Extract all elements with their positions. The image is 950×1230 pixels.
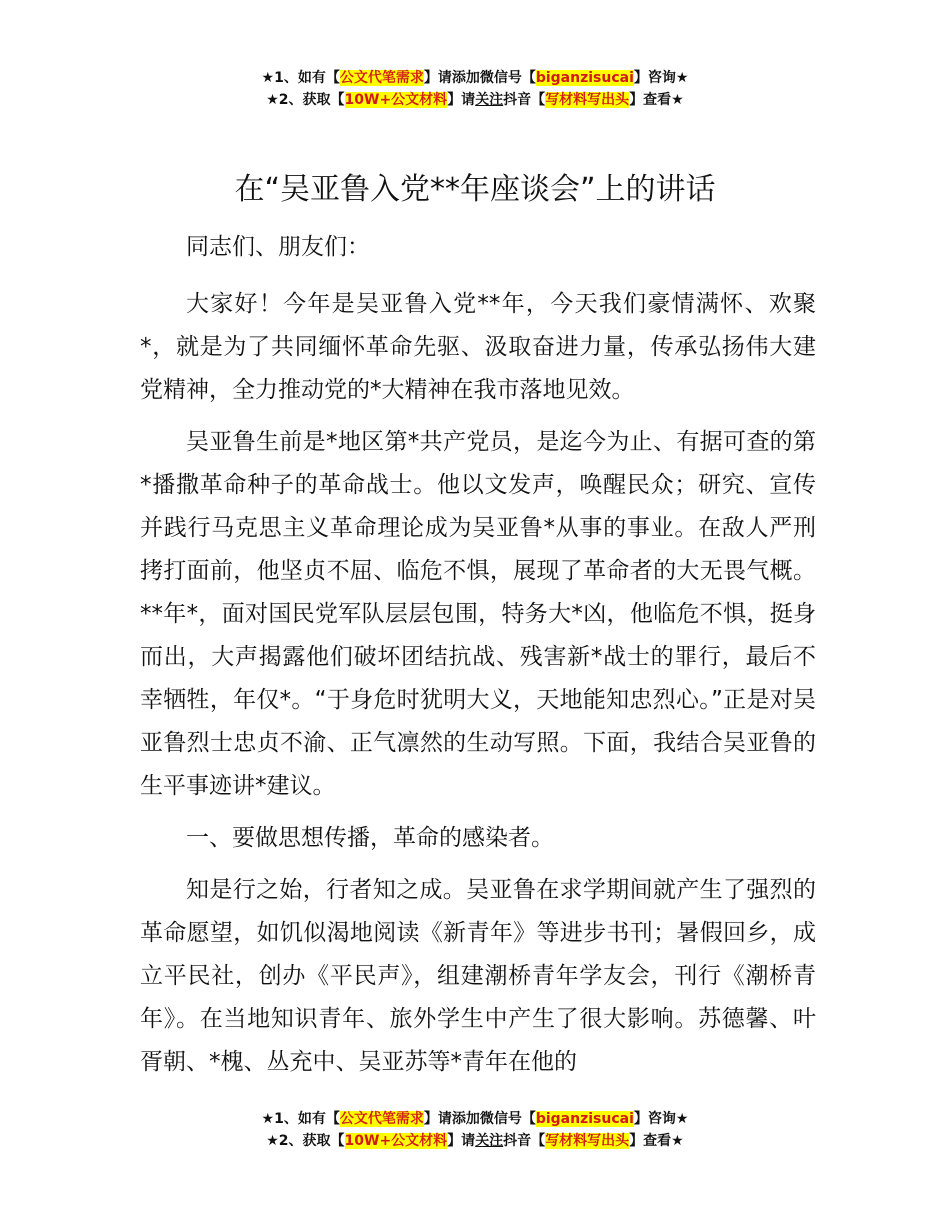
promo-text: 】咨询★ <box>633 1111 689 1127</box>
salutation: 同志们、朋友们： <box>186 234 370 260</box>
promo-text: ★1、如有【 <box>261 70 340 86</box>
paragraph: 大家好！今年是吴亚鲁入党**年，今天我们豪情满怀、欢聚*，就是为了共同缅怀革命先驱、汲取奋进力量，传承弘扬伟大建党精神，全力推动党的*大精神在我市落地见效。 <box>140 291 816 403</box>
promo-line-2 <box>0 89 950 111</box>
promo-text: 】请添加微信号【 <box>423 1111 536 1127</box>
promo-text: 】查看★ <box>629 1133 684 1149</box>
promo-banner-top <box>0 67 950 111</box>
paragraph: 知是行之始，行者知之成。吴亚鲁在求学期间就产生了强烈的革命愿望，如饥似渴地阅读《新青年》等进步书刊；暑假回乡，成立平民社，创办《平民声》，组建潮桥青年学友会，刊行《潮桥青年》。在当地知识青年、旅外学生中产生了很大影响。苏德馨、叶胥朝、*槐、丛充中、吴亚苏等*青年在他的 <box>140 877 816 1075</box>
promo-text: ★2、获取【 <box>266 92 345 108</box>
paragraph: 吴亚鲁生前是*地区第*共产党员，是迄今为止、有据可查的第*播撒革命种子的革命战士。他以文发声，唤醒民众；研究、宣传并践行马克思主义革命理论成为吴亚鲁*从事的事业。在敌人严刑拷打面前，他坚贞不屈、临危不惧，展现了革命者的大无畏气概。**年*，面对国民党军队层层包围，特务大*凶，他临危不惧，挺身而出，大声揭露他们破坏团结抗战、残害新*战士的罪行，最后不幸牺牲，年仅*。“于身危时犹明大义，天地能知忠烈心。”正是对吴亚鲁烈士忠贞不渝、正气凛然的生动写照。下面，我结合吴亚鲁的生平事迹讲*建议。 <box>140 429 816 799</box>
promo-highlight: 写材料写出头 <box>545 92 630 108</box>
promo-text: 抖音【 <box>503 92 546 108</box>
promo-text: 】请 <box>447 92 476 108</box>
promo-highlight: 10W+公文材料 <box>344 92 448 108</box>
promo-highlight: 公文代笔需求 <box>339 70 424 86</box>
wechat-id-highlight: biganzisucai <box>535 1111 634 1127</box>
promo-text: 抖音【 <box>503 1133 546 1149</box>
promo-line-1 <box>0 67 950 89</box>
promo-highlight: 写材料写出头 <box>545 1133 630 1149</box>
document-title: 在“吴亚鲁入党**年座谈会”上的讲话 <box>234 172 716 207</box>
promo-text: 】咨询★ <box>633 70 689 86</box>
wechat-id-highlight: biganzisucai <box>535 70 634 86</box>
promo-text: ★2、获取【 <box>266 1133 345 1149</box>
promo-text: 】请添加微信号【 <box>423 70 536 86</box>
promo-text: 】查看★ <box>629 92 684 108</box>
promo-underline: 关注 <box>475 1133 504 1149</box>
section-heading: 一、要做思想传播，革命的感染者。 <box>186 825 554 851</box>
document-body <box>140 226 816 1084</box>
promo-text: 】请 <box>447 1133 476 1149</box>
promo-banner-bottom <box>0 1108 950 1152</box>
promo-line-2 <box>0 1130 950 1152</box>
promo-highlight: 10W+公文材料 <box>344 1133 448 1149</box>
promo-text: ★1、如有【 <box>261 1111 340 1127</box>
promo-line-1 <box>0 1108 950 1130</box>
promo-underline: 关注 <box>475 92 504 108</box>
promo-highlight: 公文代笔需求 <box>339 1111 424 1127</box>
